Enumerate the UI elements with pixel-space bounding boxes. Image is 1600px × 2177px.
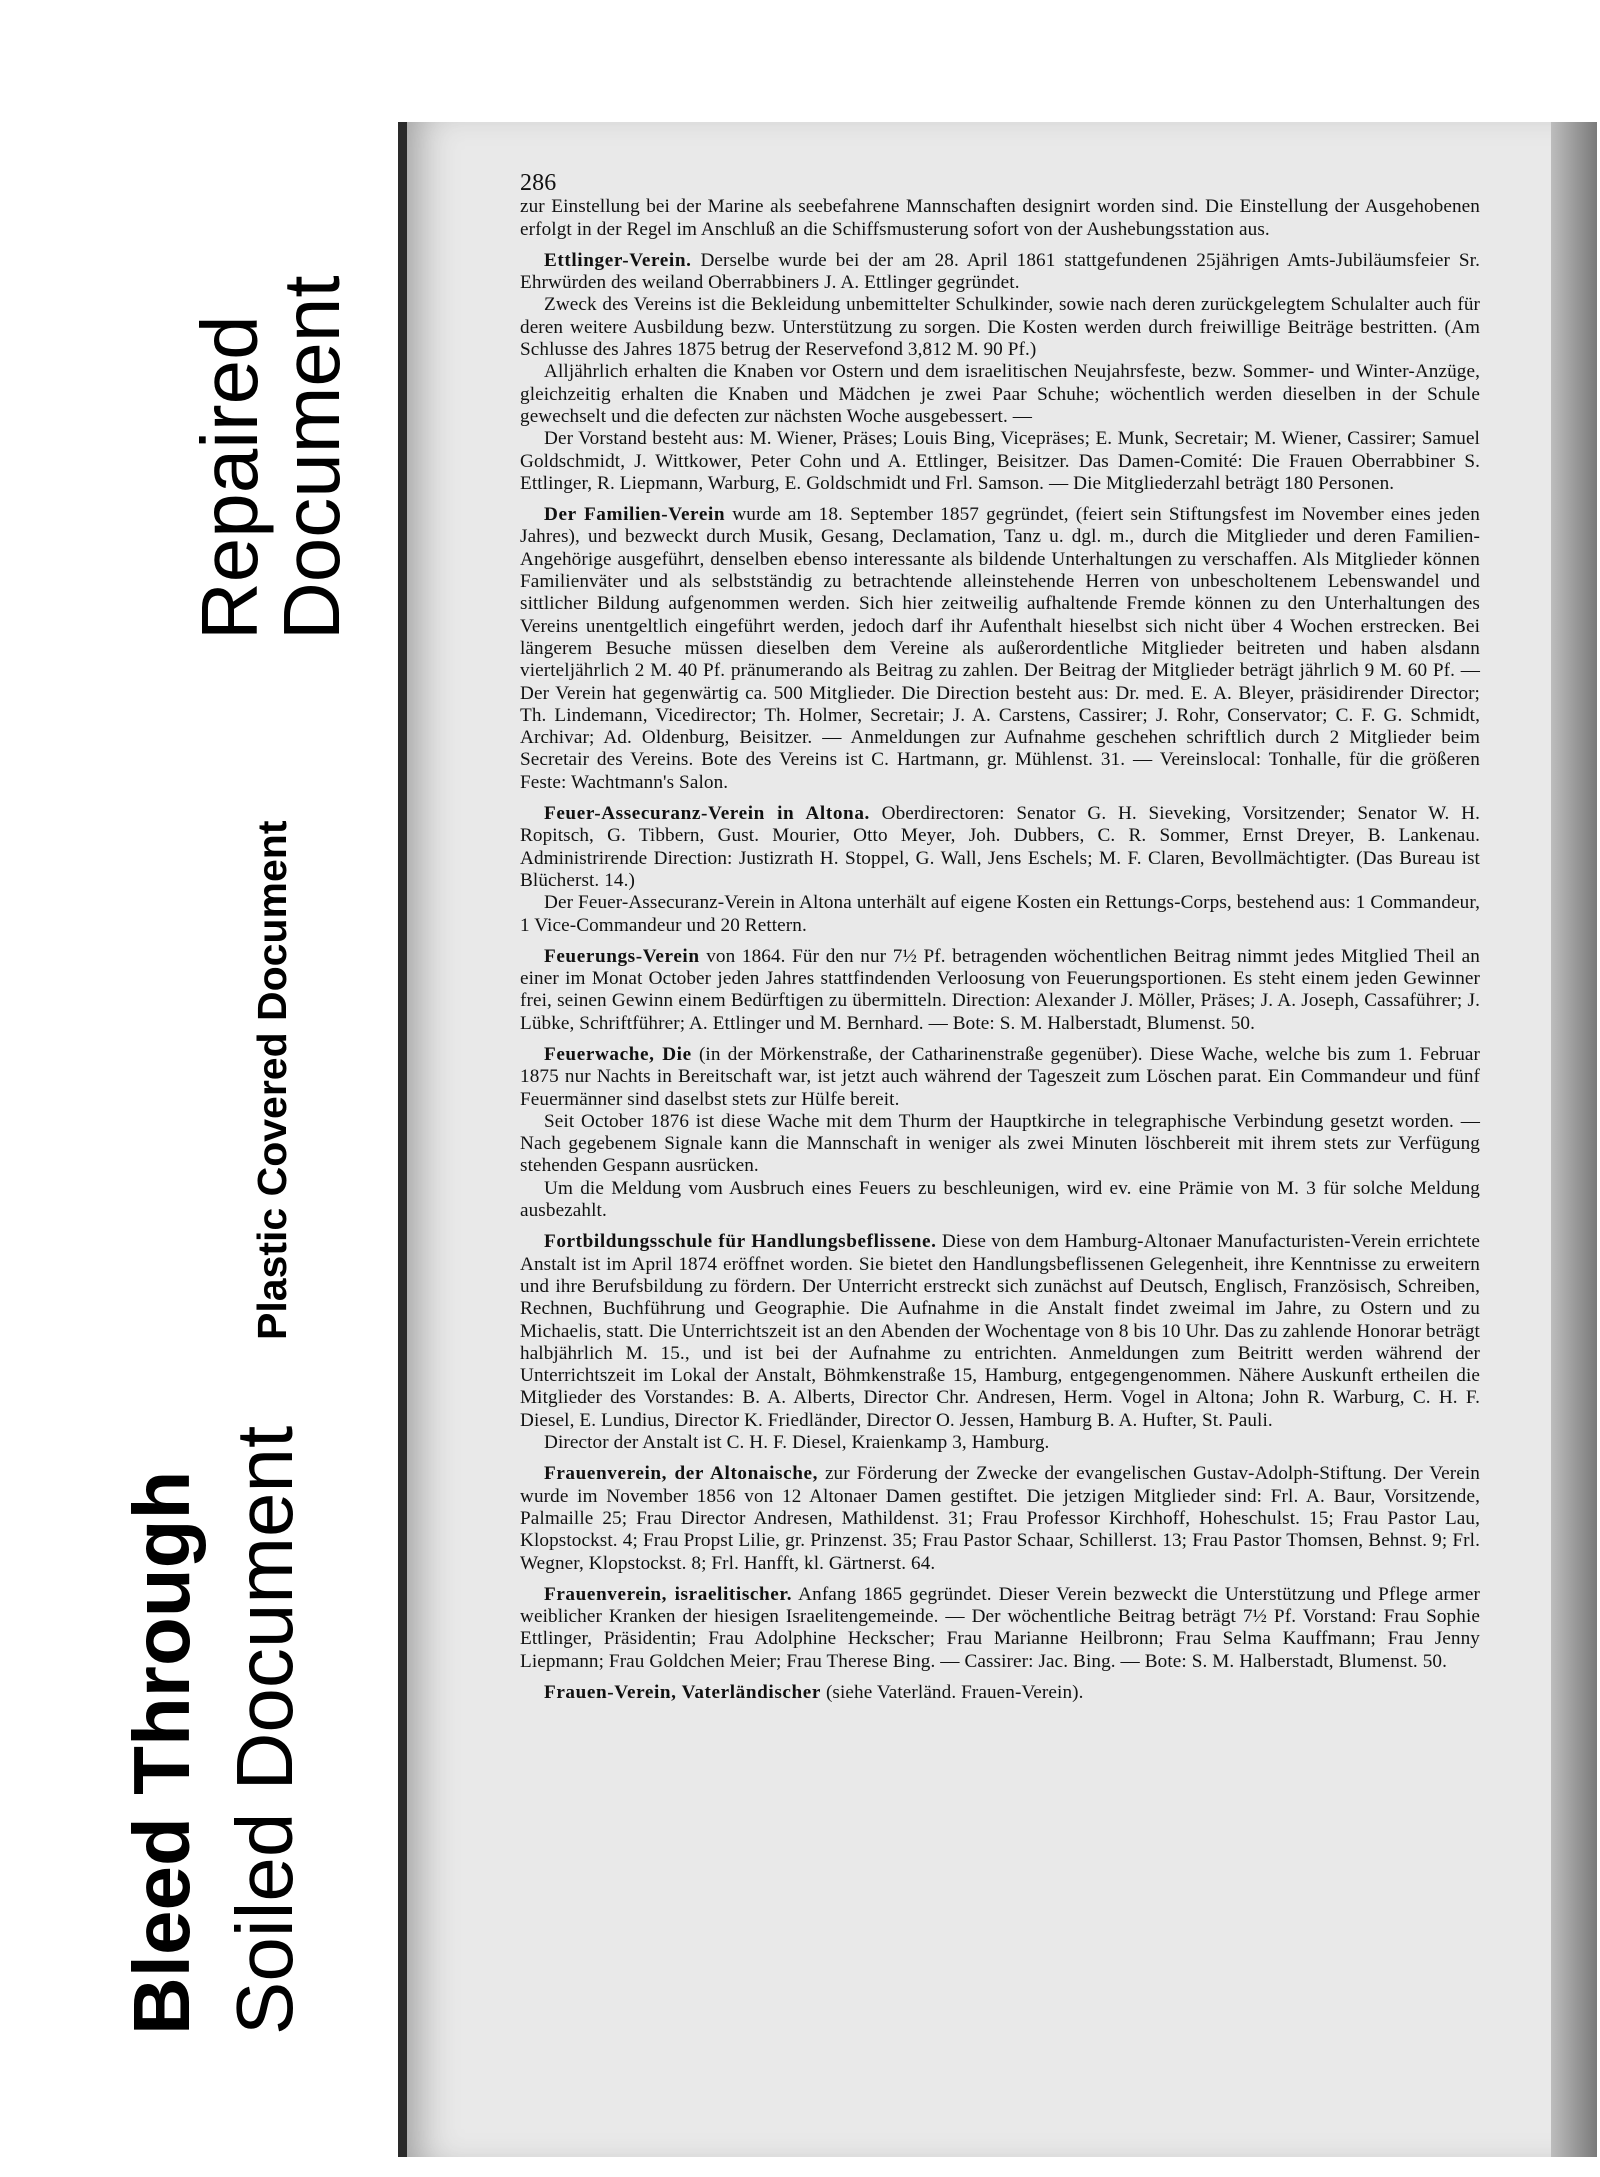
document-page	[520, 172, 1480, 2152]
entry-text: Um die Meldung vom Ausbruch eines Feuers zu beschleunigen, wird ev. eine Prämie von M. 3 für solche Meldung ausbezahlt.	[520, 1177, 1480, 1222]
entry-text: (in der Mörkenstraße, der Catharinenstraße gegenüber). Diese Wache, welche bis zum 1. Februar 1875 nur Nachts in Bereitschaft war, ist jetzt auch während der Tageszeit zum Löschen parat. Ein Commandeur und fünf Feuermänner sind daselbst stets zur Hülfe bereit.	[520, 1043, 1480, 1110]
page-number: 286	[520, 170, 557, 196]
entry-feuerungs	[520, 946, 1480, 1035]
entry-ettlinger	[520, 250, 1480, 495]
entry-text: von 1864. Für den nur 7½ Pf. betragenden wöchentlichen Beitrag nimmt jedes Mitglied Theil an einer im Monat October jeden Jahres stattfindenden Verloosung von Feuerungsportionen. Es steht einem jeden Gewinner frei, seinen Gewinn einem Bedürftigen zu übermitteln. Direction: Alexander J. Möller, Präses; J. A. Joseph, Cassaführer; J. Lübke, Schriftführer; A. Ettlinger und M. Bernhard. — Bote: S. M. Halberstadt, Blumenst. 50.	[520, 945, 1480, 1034]
entry-heading: Fortbildungsschule für Handlungsbeflissene.	[544, 1231, 937, 1253]
stamp-plastic-covered: Plastic Covered Document	[249, 820, 295, 1340]
entry-text: Diese von dem Hamburg-Altonaer Manufacturisten-Verein errichtete Anstalt ist im April 1874 eröffnet worden. Sie bietet den Handlungsbeflissenen Gelegenheit, ihre Kenntnisse zu erweitern und ihre Berufsbildung zu fördern. Der Unterricht erstreckt sich zunächst auf Deutsch, Englisch, Französisch, Schreiben, Rechnen, Buchführung und Geographie. Die Aufnahme in die Anstalt findet zweimal im Jahre, zu Ostern und zu Michaelis, statt. Die Unterrichtszeit ist an den Abenden der Wochentage von 8 bis 10 Uhr. Das zu zahlende Honorar beträgt halbjährlich M. 15., und ist bei der Aufnahme zu entrichten. Anmeldungen zum Beitritt werden während der Unterrichtszeit im Lokal der Anstalt, Böhmkenstraße 15, Hamburg, entgegengenommen. Nähere Auskunft ertheilen die Mitglieder des Vorstandes: B. A. Alberts, Director Chr. Andresen, Herm. Vogel in Altona; John R. Warburg, C. H. F. Diesel, E. Lundius, Director K. Friedländer, Director O. Jessen, Hamburg B. A. Hufter, St. Pauli.	[520, 1231, 1480, 1431]
entry-heading: Ettlinger-Verein.	[544, 249, 692, 271]
condition-stamps	[0, 0, 380, 2177]
entry-text: Zweck des Vereins ist die Bekleidung unbemittelter Schulkinder, sowie nach deren zurückgelegtem Schulalter auch für deren weitere Ausbildung bezw. Unterstützung zu sorgen. Die Kosten werden durch freiwillige Beiträge bestritten. (Am Schlusse des Jahres 1875 betrug der Reservefond 3,812 M. 90 Pf.)	[520, 294, 1480, 361]
entry-heading: Feuer-Assecuranz-Verein in Altona.	[544, 803, 870, 825]
entry-text: Alljährlich erhalten die Knaben vor Ostern und dem israelitischen Neujahrsfeste, bezw. Sommer- und Winter-Anzüge, gleichzeitig erhalten die Knaben und Mädchen je zwei Paar Schuhe; wöchentlich werden dieselben in der Schule gewechselt und die defecten zur nächsten Woche ausgebessert. —	[520, 361, 1480, 427]
intro-text: zur Einstellung bei der Marine als seebefahrene Mannschaften designirt worden sind. Die Einstellung der Ausgehobenen erfolgt in der Regel im Anschluß an die Schiffsmusterung sofort von der Aushebungsstation aus.	[520, 196, 1480, 240]
entry-heading: Frauenverein, der Altonaische,	[544, 1463, 818, 1485]
entry-text: Derselbe wurde bei der am 28. April 1861 stattgefundenen 25jährigen Amts-Jubiläumsfeier Sr. Ehrwürden des weiland Oberrabbiners J. A. Ettlinger gegründet.	[520, 249, 1480, 294]
entry-text: zur Förderung der Zwecke der evangelischen Gustav-Adolph-Stiftung. Der Verein wurde im November 1856 von 12 Altonaer Damen gestiftet. Die jetzigen Mitglieder sind: Frl. A. Baur, Vorsitzende, Palmaille 25; Frau Director Andresen, Mathildenst. 31; Frau Professor Kirchhoff, Hoheschulst. 15; Frau Pastor Lau, Klopstockst. 4; Frau Propst Lilie, gr. Prinzenst. 35; Frau Pastor Schaar, Schillerst. 13; Frau Pastor Thomsen, Behnst. 9; Frl. Wegner, Klopstockst. 8; Frl. Hanfft, kl. Gärtnerst. 64.	[520, 1463, 1480, 1574]
entry-heading: Feuerungs-Verein	[544, 945, 700, 967]
entry-text: Seit October 1876 ist diese Wache mit dem Thurm der Hauptkirche in telegraphische Verbindung gesetzt worden. — Nach gegebenem Signale kann die Mannschaft in weniger als zwei Minuten löschbereit mit ihrem stets zur Verfügung stehenden Gespann ausrücken.	[520, 1110, 1480, 1177]
entry-heading: Der Familien-Verein	[544, 504, 726, 526]
entry-heading: Feuerwache, Die	[544, 1043, 692, 1065]
stamp-soiled-document: Soiled Document	[220, 1425, 309, 2035]
entry-heading: Frauenverein, israelitischer.	[544, 1583, 793, 1605]
entry-text: Der Vorstand besteht aus: M. Wiener, Präses; Louis Bing, Vicepräses; E. Munk, Secretair; M. Wiener, Cassirer; Samuel Goldschmidt, J. Wittkower, Peter Cohn und A. Ettlinger, Beisitzer. Das Damen-Comité: Die Frauen Oberrabbiner S. Ettlinger, R. Liepmann, Warburg, E. Goldschmidt und Frl. Samson. — Die Mitgliederzahl beträgt 180 Personen.	[520, 428, 1480, 494]
entry-text: Director der Anstalt ist C. H. F. Diesel, Kraienkamp 3, Hamburg.	[544, 1432, 1050, 1454]
entry-feuer-assecuranz	[520, 803, 1480, 937]
entry-text: Der Feuer-Assecuranz-Verein in Altona unterhält auf eigene Kosten ein Rettungs-Corps, bestehend aus: 1 Commandeur, 1 Vice-Commandeur und 20 Rettern.	[520, 892, 1480, 936]
entry-familien	[520, 504, 1480, 794]
entry-frauenverein-israelitisch	[520, 1584, 1480, 1673]
stamp-repaired: Repaired	[185, 315, 274, 640]
entry-text: Oberdirectoren: Senator G. H. Sieveking, Vorsitzender; Senator W. H. Ropitsch, G. Tibbern, Gust. Mourier, Otto Meyer, Joh. Dubbers, C. R. Sommer, Ernst Dreyer, B. Lankenau. Administrirende Direction: Justizrath H. Stoppel, G. Wall, Jens Eschels; M. F. Claren, Bevollmächtigter. (Das Bureau ist Blücherst. 14.)	[520, 803, 1480, 891]
entry-text: (siehe Vaterländ. Frauen-Verein).	[825, 1682, 1084, 1703]
entry-text: wurde am 18. September 1857 gegründet, (feiert sein Stiftungsfest im November eines jeden Jahres), und bezweckt durch Musik, Gesang, Declamation, Tanz u. dgl. m., durch die Mitglieder und deren Familien-Angehörige ausgeführt, denselben ebenso interessante als bildende Unterhaltungen zu verschaffen. Als Mitglieder können Familienväter und als selbstständig zu betrachtende alleinstehende Herren von unbescholtenem Lebenswandel und sittlicher Bildung aufgenommen werden. Sich hier zeitweilig aufhaltende Fremde können zu den Unterhaltungen des Vereins unentgeltlich eingeführt werden, jedoch darf ihr Aufenthalt hieselbst sich nicht über 4 Wochen erstrecken. Bei längerem Besuche müssen dieselben dem Vereine als außerordentliche Mitglieder beitreten und haben alsdann vierteljährlich 2 M. 40 Pf. pränumerando als Beitrag zu zahlen. Der Beitrag der Mitglieder beträgt jährlich 9 M. 60 Pf. — Der Verein hat gegenwärtig ca. 500 Mitglieder. Die Direction besteht aus: Dr. med. E. A. Bleyer, präsidirender Director; Th. Lindemann, Vicedirector; Th. Holmer, Secretair; J. A. Carstens, Cassirer; J. Rohr, Conservator; C. F. G. Schmidt, Archivar; Ad. Oldenburg, Beisitzer. — Anmeldungen zur Aufnahme geschehen schriftlich durch 2 Mitglieder beim Secretair des Vereins. Bote des Vereins ist C. Hartmann, gr. Mühlenst. 31. — Vereinslocal: Tonhalle, für die größeren Feste: Wachtmann's Salon.	[520, 504, 1480, 793]
entry-heading: Frauen-Verein, Vaterländischer	[544, 1682, 822, 1703]
scan-right-edge	[1551, 122, 1597, 2157]
entry-frauenverein-altona	[520, 1463, 1480, 1574]
entry-frauenverein-vaterlaendisch	[520, 1682, 1480, 1704]
intro-paragraph	[520, 196, 1480, 241]
stamp-bleed-through: Bleed Through	[117, 1470, 206, 2035]
entry-fortbildungsschule	[520, 1231, 1480, 1454]
entry-text: Anfang 1865 gegründet. Dieser Verein bezweckt die Unterstützung und Pflege armer weiblicher Kranken der hiesigen Israelitengemeinde. — Der wöchentliche Beitrag beträgt 7½ Pf. Vorstand: Frau Sophie Ettlinger, Präsidentin; Frau Adolphine Heckscher; Frau Marianne Heilbronn; Frau Selma Kauffmann; Frau Jenny Liepmann; Frau Goldchen Meier; Frau Therese Bing. — Cassirer: Jac. Bing. — Bote: S. M. Halberstadt, Blumenst. 50.	[520, 1583, 1481, 1672]
stamp-document: Document	[267, 275, 356, 640]
entry-feuerwache	[520, 1044, 1480, 1222]
